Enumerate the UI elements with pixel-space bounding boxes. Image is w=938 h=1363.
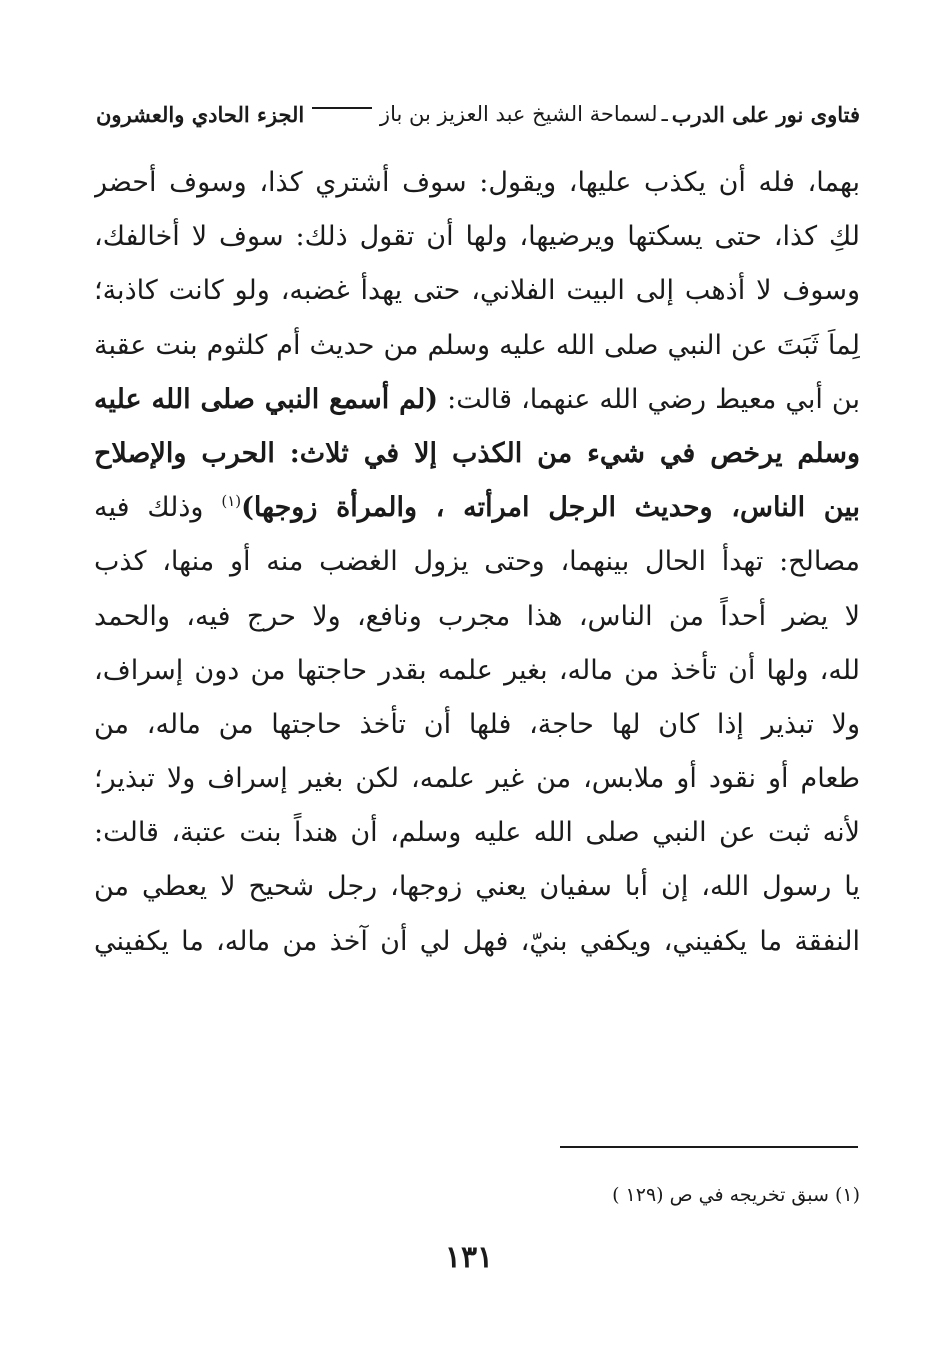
- author-line: لسماحة الشيخ عبد العزيز بن باز: [379, 102, 658, 126]
- text-line: بهما، فله أن يكذب عليها، ويقول: سوف أشتري كذا، وسوف أحضر: [94, 167, 860, 198]
- hadith-quote-line: وسلم يرخص في شيء من الكذب إلا في ثلاث: الحرب والإصلاح: [94, 437, 860, 469]
- text-line: مصالح: تهدأ الحال بينهما، وحتى يزول الغضب منه أو منها، كذب: [94, 546, 860, 578]
- header-dash-rule: [312, 107, 372, 109]
- text-segment: وذلك فيه: [94, 492, 204, 524]
- footnote: (١) سبق تخريجه في ص (١٢٩ ): [612, 1184, 860, 1206]
- body-text: [94, 156, 860, 969]
- text-line: [94, 481, 860, 535]
- volume-title: الجزء الحادي والعشرون: [96, 101, 305, 127]
- page-number: ١٣١: [444, 1240, 494, 1275]
- header-separator: ـ: [661, 102, 668, 126]
- text-line: يا رسول الله، إن أبا سفيان يعني زوجها، رجل شحيح لا يعطي من: [94, 871, 860, 903]
- text-line: لأنه ثبت عن النبي صلى الله عليه وسلم، أن هنداً بنت عتبة، قالت:: [94, 817, 860, 849]
- text-segment: بن أبي معيط رضي الله عنهما، قالت:: [447, 383, 860, 415]
- series-title: فتاوى نور على الدرب: [671, 101, 860, 127]
- running-header: [96, 96, 860, 132]
- footnote-reference[interactable]: (١): [221, 492, 242, 511]
- hadith-quote-segment: (لم أسمع النبي صلى الله عليه: [94, 383, 439, 415]
- text-line: لكِ كذا، حتى يسكتها ويرضيها، ولها أن تقول ذلك: سوف لا أخالفك،: [94, 221, 860, 253]
- text-line: لِماَ ثَبَتَ عن النبي صلى الله عليه وسلم من حديث أم كلثوم بنت عقبة: [94, 329, 860, 361]
- text-line: وسوف لا أذهب إلى البيت الفلاني، حتى يهدأ غضبه، ولو كانت كاذبة؛: [94, 275, 860, 307]
- text-line: طعام أو نقود أو ملابس، من غير علمه، لكن بغير إسراف ولا تبذير؛: [94, 763, 860, 795]
- footnote-divider: [560, 1146, 858, 1148]
- text-line: النفقة ما يكفيني، ويكفي بنيّ، فهل لي أن آخذ من ماله، ما يكفيني: [94, 925, 860, 957]
- text-line: لله، ولها أن تأخذ من ماله، بغير علمه بقدر حاجتها من دون إسراف،: [94, 654, 860, 686]
- text-line: [94, 373, 860, 427]
- text-line: لا يضر أحداً من الناس، هذا مجرب ونافع، ولا حرج فيه، والحمد: [94, 600, 860, 632]
- text-line: ولا تبذير إذا كان لها حاجة، فلها أن تأخذ حاجتها من ماله، من: [94, 708, 860, 740]
- hadith-quote-segment: بين الناس، وحديث الرجل امرأته ، والمرأة زوجها): [241, 492, 860, 524]
